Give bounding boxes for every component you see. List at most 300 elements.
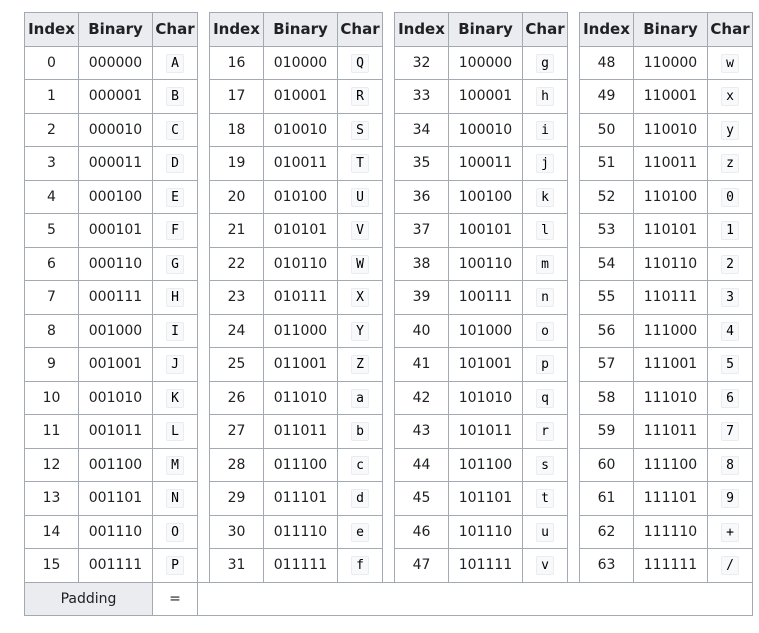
table-row — [25, 247, 753, 281]
char-code: 6 — [721, 389, 739, 408]
binary-cell: 101111 — [449, 549, 523, 583]
column-gap — [198, 314, 210, 348]
char-cell — [338, 348, 383, 382]
table-row — [25, 448, 753, 482]
char-code: K — [166, 389, 184, 408]
index-cell: 44 — [395, 448, 449, 482]
binary-cell: 011000 — [264, 314, 338, 348]
char-cell — [523, 247, 568, 281]
char-cell — [338, 314, 383, 348]
index-cell: 7 — [25, 281, 79, 315]
char-code: f — [351, 556, 369, 575]
column-gap — [198, 214, 210, 248]
index-cell: 10 — [25, 381, 79, 415]
char-cell — [338, 180, 383, 214]
char-code: z — [721, 154, 739, 173]
char-code: w — [721, 54, 739, 73]
table-row — [25, 214, 753, 248]
binary-cell: 010010 — [264, 113, 338, 147]
char-code: o — [536, 322, 554, 341]
index-cell: 46 — [395, 515, 449, 549]
index-cell: 56 — [580, 314, 634, 348]
index-cell: 45 — [395, 482, 449, 516]
column-gap — [198, 113, 210, 147]
char-code: t — [536, 489, 554, 508]
binary-cell: 110011 — [634, 147, 708, 181]
char-code: i — [536, 121, 554, 140]
header-char: Char — [338, 13, 383, 47]
index-cell: 32 — [395, 46, 449, 80]
char-code: F — [166, 221, 184, 240]
char-code: N — [166, 489, 184, 508]
char-cell — [153, 314, 198, 348]
column-gap — [568, 147, 580, 181]
table-row — [25, 549, 753, 583]
char-code: b — [351, 422, 369, 441]
column-gap — [568, 314, 580, 348]
index-cell: 22 — [210, 247, 264, 281]
char-cell — [153, 482, 198, 516]
binary-cell: 000001 — [79, 80, 153, 114]
header-binary: Binary — [449, 13, 523, 47]
char-code: j — [536, 154, 554, 173]
binary-cell: 100101 — [449, 214, 523, 248]
binary-cell: 111010 — [634, 381, 708, 415]
binary-cell: 000101 — [79, 214, 153, 248]
binary-cell: 110110 — [634, 247, 708, 281]
column-gap — [198, 147, 210, 181]
padding-char: = — [153, 582, 198, 616]
index-cell: 0 — [25, 46, 79, 80]
char-cell — [523, 180, 568, 214]
column-gap — [198, 281, 210, 315]
column-gap — [383, 549, 395, 583]
binary-cell: 011111 — [264, 549, 338, 583]
char-code: Q — [351, 54, 369, 73]
table-row — [25, 46, 753, 80]
index-cell: 63 — [580, 549, 634, 583]
binary-cell: 101010 — [449, 381, 523, 415]
char-code: P — [166, 556, 184, 575]
column-gap — [198, 247, 210, 281]
binary-cell: 011010 — [264, 381, 338, 415]
binary-cell: 001001 — [79, 348, 153, 382]
char-code: V — [351, 221, 369, 240]
char-code: 7 — [721, 422, 739, 441]
char-cell — [708, 549, 753, 583]
char-code: m — [536, 255, 554, 274]
char-cell — [153, 180, 198, 214]
column-gap — [568, 113, 580, 147]
index-cell: 13 — [25, 482, 79, 516]
char-cell — [338, 381, 383, 415]
table-row — [25, 515, 753, 549]
header-binary: Binary — [79, 13, 153, 47]
binary-cell: 100110 — [449, 247, 523, 281]
binary-cell: 000111 — [79, 281, 153, 315]
header-index: Index — [395, 13, 449, 47]
char-code: e — [351, 523, 369, 542]
binary-cell: 101100 — [449, 448, 523, 482]
char-cell — [708, 46, 753, 80]
char-cell — [708, 80, 753, 114]
binary-cell: 001000 — [79, 314, 153, 348]
char-cell — [523, 147, 568, 181]
char-code: u — [536, 523, 554, 542]
binary-cell: 000010 — [79, 113, 153, 147]
binary-cell: 001011 — [79, 415, 153, 449]
column-gap — [383, 482, 395, 516]
char-code: p — [536, 355, 554, 374]
char-code: g — [536, 54, 554, 73]
char-code: L — [166, 422, 184, 441]
column-gap — [383, 415, 395, 449]
table-row — [25, 113, 753, 147]
binary-cell: 101101 — [449, 482, 523, 516]
column-gap — [568, 549, 580, 583]
char-cell — [338, 46, 383, 80]
index-cell: 42 — [395, 381, 449, 415]
char-cell — [523, 448, 568, 482]
char-cell — [708, 180, 753, 214]
binary-cell: 111011 — [634, 415, 708, 449]
binary-cell: 110001 — [634, 80, 708, 114]
binary-cell: 111101 — [634, 482, 708, 516]
column-gap — [198, 482, 210, 516]
header-char: Char — [153, 13, 198, 47]
index-cell: 17 — [210, 80, 264, 114]
index-cell: 30 — [210, 515, 264, 549]
header-index: Index — [210, 13, 264, 47]
binary-cell: 001111 — [79, 549, 153, 583]
char-code: X — [351, 288, 369, 307]
column-gap — [383, 348, 395, 382]
index-cell: 26 — [210, 381, 264, 415]
column-gap — [198, 515, 210, 549]
index-cell: 23 — [210, 281, 264, 315]
binary-cell: 001110 — [79, 515, 153, 549]
binary-cell: 111000 — [634, 314, 708, 348]
binary-cell: 111100 — [634, 448, 708, 482]
index-cell: 55 — [580, 281, 634, 315]
column-gap — [198, 549, 210, 583]
binary-cell: 000100 — [79, 180, 153, 214]
binary-cell: 111111 — [634, 549, 708, 583]
char-cell — [708, 247, 753, 281]
index-cell: 11 — [25, 415, 79, 449]
char-cell — [523, 314, 568, 348]
index-cell: 54 — [580, 247, 634, 281]
header-index: Index — [25, 13, 79, 47]
char-code: I — [166, 322, 184, 341]
index-cell: 41 — [395, 348, 449, 382]
table-row — [25, 348, 753, 382]
char-cell — [708, 381, 753, 415]
char-code: D — [166, 154, 184, 173]
header-row — [25, 13, 753, 47]
index-cell: 27 — [210, 415, 264, 449]
column-gap — [383, 113, 395, 147]
index-cell: 60 — [580, 448, 634, 482]
header-binary: Binary — [264, 13, 338, 47]
table-row — [25, 314, 753, 348]
index-cell: 37 — [395, 214, 449, 248]
char-cell — [338, 214, 383, 248]
index-cell: 33 — [395, 80, 449, 114]
binary-cell: 010110 — [264, 247, 338, 281]
index-cell: 6 — [25, 247, 79, 281]
char-cell — [523, 549, 568, 583]
column-gap — [383, 515, 395, 549]
char-code: M — [166, 456, 184, 475]
char-cell — [153, 381, 198, 415]
char-cell — [153, 348, 198, 382]
char-cell — [523, 482, 568, 516]
char-code: Y — [351, 322, 369, 341]
char-code: 5 — [721, 355, 739, 374]
index-cell: 51 — [580, 147, 634, 181]
index-cell: 15 — [25, 549, 79, 583]
column-gap — [568, 214, 580, 248]
binary-cell: 100111 — [449, 281, 523, 315]
binary-cell: 001010 — [79, 381, 153, 415]
binary-cell: 000110 — [79, 247, 153, 281]
char-code: A — [166, 54, 184, 73]
char-code: v — [536, 556, 554, 575]
char-code: r — [536, 422, 554, 441]
index-cell: 5 — [25, 214, 79, 248]
index-cell: 59 — [580, 415, 634, 449]
char-cell — [523, 515, 568, 549]
binary-cell: 110010 — [634, 113, 708, 147]
char-cell — [153, 448, 198, 482]
index-cell: 50 — [580, 113, 634, 147]
index-cell: 19 — [210, 147, 264, 181]
table-body — [25, 46, 753, 616]
index-cell: 61 — [580, 482, 634, 516]
index-cell: 20 — [210, 180, 264, 214]
binary-cell: 001100 — [79, 448, 153, 482]
char-code: x — [721, 87, 739, 106]
column-gap — [383, 247, 395, 281]
index-cell: 18 — [210, 113, 264, 147]
char-cell — [523, 113, 568, 147]
char-code: 2 — [721, 255, 739, 274]
column-gap — [568, 348, 580, 382]
binary-cell: 011101 — [264, 482, 338, 516]
char-code: U — [351, 188, 369, 207]
char-cell — [708, 314, 753, 348]
binary-cell: 111110 — [634, 515, 708, 549]
char-cell — [338, 549, 383, 583]
index-cell: 38 — [395, 247, 449, 281]
index-cell: 57 — [580, 348, 634, 382]
padding-empty-cell — [198, 582, 753, 616]
column-gap — [198, 13, 210, 47]
table-row — [25, 180, 753, 214]
index-cell: 40 — [395, 314, 449, 348]
char-cell — [523, 381, 568, 415]
char-cell — [153, 80, 198, 114]
char-code: H — [166, 288, 184, 307]
char-code: Z — [351, 355, 369, 374]
char-cell — [338, 515, 383, 549]
index-cell: 31 — [210, 549, 264, 583]
index-cell: 34 — [395, 113, 449, 147]
binary-cell: 101000 — [449, 314, 523, 348]
binary-cell: 110111 — [634, 281, 708, 315]
index-cell: 58 — [580, 381, 634, 415]
binary-cell: 010111 — [264, 281, 338, 315]
column-gap — [383, 180, 395, 214]
char-cell — [523, 80, 568, 114]
char-code: + — [721, 523, 739, 542]
char-cell — [153, 247, 198, 281]
header-char: Char — [523, 13, 568, 47]
column-gap — [198, 46, 210, 80]
column-gap — [568, 515, 580, 549]
char-cell — [708, 448, 753, 482]
char-cell — [153, 214, 198, 248]
char-code: T — [351, 154, 369, 173]
char-code: B — [166, 87, 184, 106]
char-cell — [708, 113, 753, 147]
column-gap — [568, 381, 580, 415]
char-cell — [153, 46, 198, 80]
char-cell — [153, 415, 198, 449]
table-row — [25, 147, 753, 181]
header-char: Char — [708, 13, 753, 47]
binary-cell: 111001 — [634, 348, 708, 382]
char-cell — [153, 113, 198, 147]
column-gap — [568, 80, 580, 114]
index-cell: 62 — [580, 515, 634, 549]
column-gap — [198, 180, 210, 214]
column-gap — [383, 147, 395, 181]
binary-cell: 010011 — [264, 147, 338, 181]
column-gap — [568, 415, 580, 449]
char-code: R — [351, 87, 369, 106]
index-cell: 35 — [395, 147, 449, 181]
char-code: h — [536, 87, 554, 106]
table-row — [25, 482, 753, 516]
binary-cell: 010101 — [264, 214, 338, 248]
char-code: l — [536, 221, 554, 240]
column-gap — [198, 80, 210, 114]
char-cell — [338, 281, 383, 315]
char-code: 4 — [721, 322, 739, 341]
column-gap — [383, 13, 395, 47]
binary-cell: 011001 — [264, 348, 338, 382]
index-cell: 39 — [395, 281, 449, 315]
char-code: q — [536, 389, 554, 408]
column-gap — [568, 482, 580, 516]
char-cell — [338, 247, 383, 281]
column-gap — [383, 80, 395, 114]
binary-cell: 011100 — [264, 448, 338, 482]
char-cell — [708, 415, 753, 449]
char-code: E — [166, 188, 184, 207]
column-gap — [198, 448, 210, 482]
binary-cell: 001101 — [79, 482, 153, 516]
char-cell — [708, 348, 753, 382]
binary-cell: 100001 — [449, 80, 523, 114]
index-cell: 49 — [580, 80, 634, 114]
char-code: y — [721, 121, 739, 140]
char-cell — [708, 147, 753, 181]
table-row — [25, 415, 753, 449]
binary-cell: 000011 — [79, 147, 153, 181]
column-gap — [383, 214, 395, 248]
char-code: 9 — [721, 489, 739, 508]
column-gap — [198, 415, 210, 449]
binary-cell: 110100 — [634, 180, 708, 214]
char-code: W — [351, 255, 369, 274]
char-code: C — [166, 121, 184, 140]
char-cell — [153, 281, 198, 315]
index-cell: 4 — [25, 180, 79, 214]
binary-cell: 100100 — [449, 180, 523, 214]
padding-row — [25, 582, 753, 616]
column-gap — [568, 448, 580, 482]
index-cell: 24 — [210, 314, 264, 348]
index-cell: 53 — [580, 214, 634, 248]
binary-cell: 110101 — [634, 214, 708, 248]
binary-cell: 010100 — [264, 180, 338, 214]
char-cell — [338, 482, 383, 516]
column-gap — [383, 314, 395, 348]
index-cell: 25 — [210, 348, 264, 382]
char-cell — [338, 147, 383, 181]
char-code: c — [351, 456, 369, 475]
index-cell: 12 — [25, 448, 79, 482]
binary-cell: 100010 — [449, 113, 523, 147]
char-cell — [523, 46, 568, 80]
char-cell — [338, 448, 383, 482]
binary-cell: 101110 — [449, 515, 523, 549]
binary-cell: 110000 — [634, 46, 708, 80]
char-cell — [338, 415, 383, 449]
table-row — [25, 381, 753, 415]
char-code: 8 — [721, 456, 739, 475]
char-cell — [523, 348, 568, 382]
char-code: s — [536, 456, 554, 475]
index-cell: 8 — [25, 314, 79, 348]
char-code: S — [351, 121, 369, 140]
binary-cell: 100000 — [449, 46, 523, 80]
index-cell: 43 — [395, 415, 449, 449]
char-code: O — [166, 523, 184, 542]
char-cell — [523, 214, 568, 248]
char-code: 0 — [721, 188, 739, 207]
header-binary: Binary — [634, 13, 708, 47]
column-gap — [383, 281, 395, 315]
index-cell: 1 — [25, 80, 79, 114]
binary-cell: 010001 — [264, 80, 338, 114]
base64-index-table — [24, 12, 753, 616]
char-cell — [708, 281, 753, 315]
binary-cell: 011110 — [264, 515, 338, 549]
char-code: k — [536, 188, 554, 207]
column-gap — [198, 381, 210, 415]
char-code: n — [536, 288, 554, 307]
binary-cell: 000000 — [79, 46, 153, 80]
column-gap — [198, 348, 210, 382]
column-gap — [568, 13, 580, 47]
binary-cell: 011011 — [264, 415, 338, 449]
index-cell: 14 — [25, 515, 79, 549]
char-code: / — [721, 556, 739, 575]
